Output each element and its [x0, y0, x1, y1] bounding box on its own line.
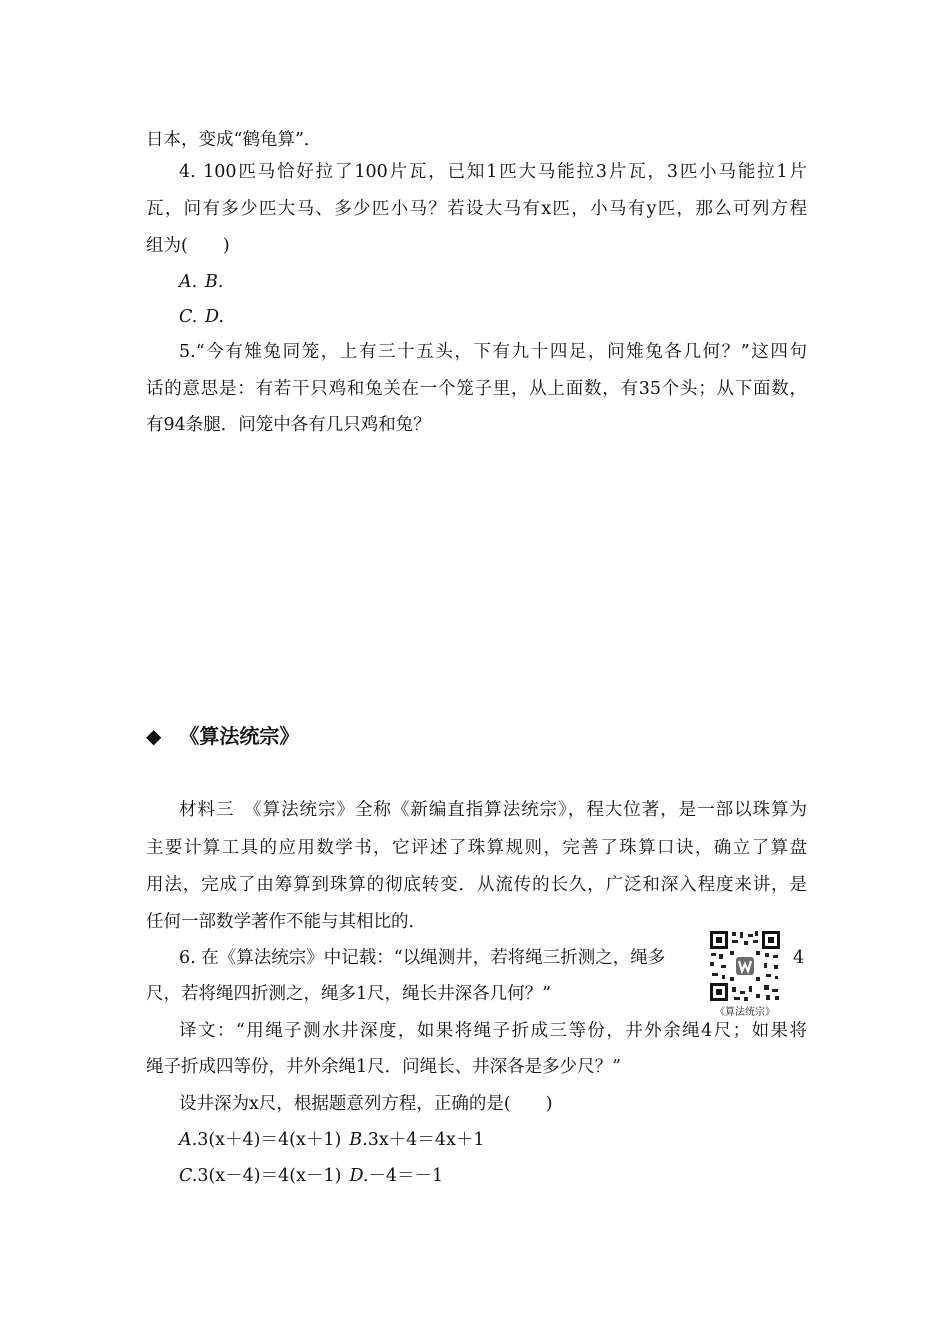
option-b-label: B.: [205, 272, 224, 292]
material-line-2: 主要计算工具的应用数学书，它评述了珠算规则，完善了珠算口诀，确立了算盘: [146, 838, 807, 858]
question-6-number: 4: [793, 948, 805, 968]
question-5-line-3: 有94条腿．问笼中各有几只鸡和兔？: [146, 415, 431, 435]
question-6-line-1: 6. 在《算法统宗》中记载：“以绳测井，若将绳三折测之，绳多: [179, 948, 666, 968]
question-4-line-2: 瓦，问有多少匹大马、多少匹小马？若设大马有x匹，小马有y匹，那么可列方程: [146, 199, 807, 219]
option-d-label: D.: [205, 307, 224, 327]
material-line-3: 用法，完成了由筹算到珠算的彻底转变．从流传的长久，广泛和深入程度来讲，是: [146, 875, 807, 895]
translation-line-1: 译文：“用绳子测水井深度，如果将绳子折成三等份，井外余绳4尺；如果将: [179, 1021, 807, 1041]
option-c-text: 3(x－4)＝4(x－1): [197, 1166, 342, 1186]
diamond-bullet-icon: ◆: [146, 724, 162, 748]
material-line-1: 材料三 《算法统宗》全称《新编直指算法统宗》，程大位著，是一部以珠算为: [179, 800, 807, 820]
text-line: 日本，变成“鹤龟算”．: [146, 130, 322, 150]
option-d-text: －4＝－1: [368, 1166, 444, 1186]
section-title-text: 《算法统宗》: [179, 724, 300, 748]
option-b-text: 3x＋4＝4x＋1: [367, 1130, 485, 1150]
option-a-label: A.: [179, 272, 198, 292]
option-a-label: A.: [179, 1130, 198, 1150]
options-row-2: [179, 1164, 443, 1188]
option-b-label: B.: [349, 1130, 368, 1150]
qr-code-icon: [708, 929, 782, 1003]
option-c-label: C.: [179, 1166, 198, 1186]
translation-line-2: 绳子折成四等份，井外余绳1尺．问绳长、井深各是多少尺？”: [146, 1057, 622, 1077]
question-5-line-1: 5.“今有雉兔同笼，上有三十五头，下有九十四足，问雉兔各几何？”这四句: [179, 342, 807, 362]
question-4-line-1: 4. 100匹马恰好拉了100片瓦，已知1匹大马能拉3片瓦，3匹小马能拉1片: [179, 162, 807, 182]
qr-code[interactable]: [708, 929, 782, 1018]
question-6-prompt: 设井深为x尺，根据题意列方程，正确的是( ): [179, 1094, 553, 1114]
question-5-line-2: 话的意思是：有若干只鸡和兔关在一个笼子里，从上面数，有35个头；从下面数，: [146, 379, 807, 399]
option-c-label: C.: [179, 307, 198, 327]
qr-caption: 《算法统宗》: [715, 1007, 775, 1018]
section-heading: [146, 720, 299, 749]
question-4-line-3: 组为( ): [146, 236, 230, 256]
question-6-line-2: 尺，若将绳四折测之，绳多1尺，绳长井深各几何？”: [146, 984, 552, 1004]
options-row-1: [179, 1128, 485, 1152]
option-a-text: 3(x＋4)＝4(x＋1): [197, 1130, 342, 1150]
material-line-4: 任何一部数学著作不能与其相比的．: [146, 912, 426, 932]
option-d-label: D.: [349, 1166, 369, 1186]
